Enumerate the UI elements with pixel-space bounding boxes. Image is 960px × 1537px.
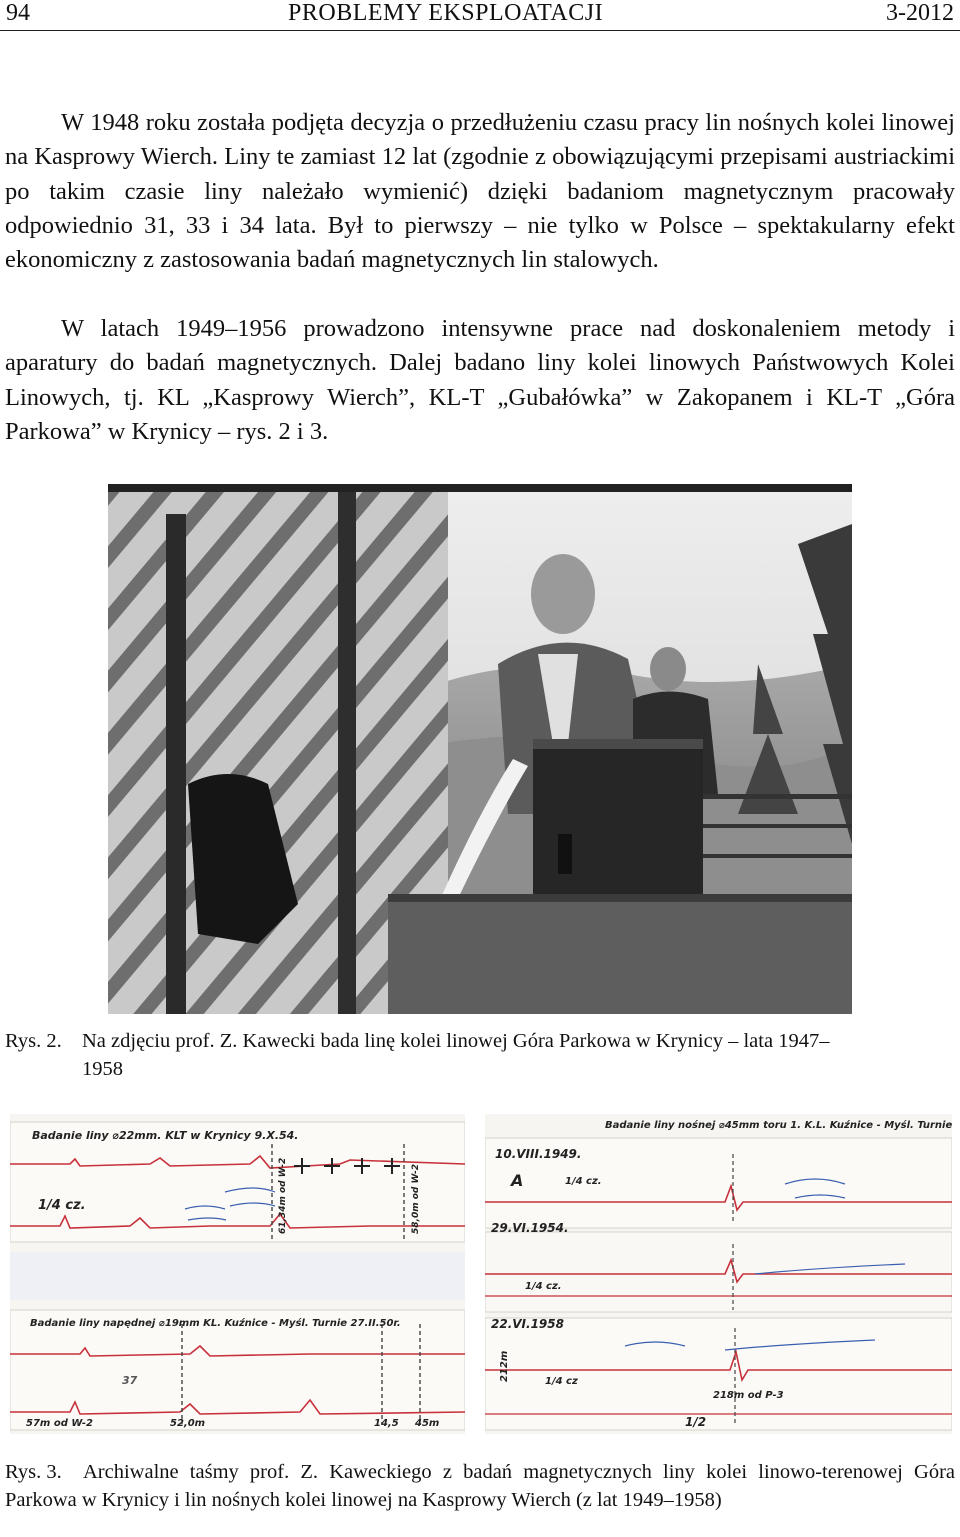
left-tape-title-top: Badanie liny ⌀22mm. KLT w Krynicy 9.X.54. — [32, 1129, 299, 1142]
figure-2-caption-line-1: Na zdjęciu prof. Z. Kawecki bada linę kolei linowej Góra Parkowa w Krynicy – lata 1947– — [82, 1030, 830, 1052]
left-tape-distance-a: 61,34m od W-2 — [278, 1157, 288, 1234]
paragraph-2-text: W latach 1949–1956 prowadzono intensywne prace nad doskonaleniem metody i aparatury do badań magnetycznych. Dalej badano liny kolei linowych Państwowych Kolei Linowych, tj. KL „Kasprowy Wierch”, KL-T „Gubałówka” w Zakopanem i KL-T „Góra Parkowa” w Krynicy – rys. 2 i 3. — [5, 315, 955, 445]
figure-3-label: Rys. 3. — [5, 1461, 62, 1483]
right-tape-letter-a: A — [511, 1171, 524, 1190]
figure-2-caption — [5, 1027, 955, 1083]
figure-3-caption-text: Archiwalne taśmy prof. Z. Kaweckiego z badań magnetycznych liny kolei linowo-terenowej Góra Parkowa w Krynicy i lin nośnych kolei linowej na Kasprowy Wierch (z lat 1949–1958) — [5, 1461, 955, 1511]
paragraph-1-text: W 1948 roku została podjęta decyzja o przedłużeniu czasu pracy lin nośnych kolei linowej na Kasprowy Wierch. Liny te zamiast 12 lat (zgodnie z obowiązującymi przepisami austriackimi po takim czasie liny należało wymienić) dzięki badaniom magnetycznym pracowały odpowiednio 31, 33 i 34 lata. Był to pierwszy – nie tylko w Polsce – spektakularny efekt ekonomiczny z zastosowania badań magnetycznych lin stalowych. — [5, 109, 955, 274]
right-tape-side-212: 212m — [499, 1350, 510, 1382]
right-tape-quarter-3: 1/4 cz — [545, 1376, 578, 1387]
right-tape-distance-218: 218m od P-3 — [713, 1390, 784, 1401]
issue-number: 3-2012 — [886, 0, 954, 26]
figure-2-label: Rys. 2. — [5, 1030, 62, 1052]
right-tape-half: 1/2 — [685, 1415, 707, 1429]
left-tape-distance-b: 58,0m od W-2 — [411, 1164, 421, 1234]
figure-3-right-tapes — [485, 1114, 952, 1434]
header-rule — [0, 30, 960, 31]
right-tape-quarter-2: 1/4 cz. — [525, 1281, 562, 1292]
right-tapes-illustration — [485, 1114, 952, 1434]
left-tape-d1: 57m od W-2 — [26, 1418, 94, 1429]
figure-2-photo — [108, 484, 852, 1014]
photo-illustration — [108, 484, 852, 1014]
left-tape-title-bottom: Badanie liny napędnej ⌀19mm KL. Kuźnice - Myśl. Turnie 27.II.50r. — [30, 1318, 401, 1329]
left-tapes-illustration — [10, 1114, 465, 1434]
left-tape-d4: 45m — [415, 1418, 440, 1429]
figure-3-caption — [5, 1458, 955, 1514]
left-tape-d2: 52,0m — [170, 1418, 206, 1429]
right-tape-title: Badanie liny nośnej ⌀45mm toru 1. K.L. Kuźnice - Myśl. Turnie — [605, 1120, 952, 1131]
right-tape-date-3: 22.VI.1958 — [491, 1317, 564, 1331]
page-number: 94 — [6, 0, 30, 26]
figure-3-left-tapes — [10, 1114, 465, 1434]
journal-title: PROBLEMY EKSPLOATACJI — [288, 0, 604, 26]
figure-2-caption-line-2: 1958 — [82, 1058, 123, 1080]
right-tape-date-1: 10.VIII.1949. — [495, 1147, 582, 1161]
right-tape-quarter-1: 1/4 cz. — [565, 1176, 602, 1187]
paragraph-2 — [5, 312, 955, 449]
left-tape-d3: 14,5 — [374, 1418, 399, 1429]
left-tape-quarter: 1/4 cz. — [38, 1198, 86, 1213]
left-tape-mark-37: 37 — [122, 1374, 138, 1387]
page-header — [0, 0, 960, 32]
right-tape-date-2: 29.VI.1954. — [491, 1221, 569, 1235]
paragraph-1 — [5, 106, 955, 277]
